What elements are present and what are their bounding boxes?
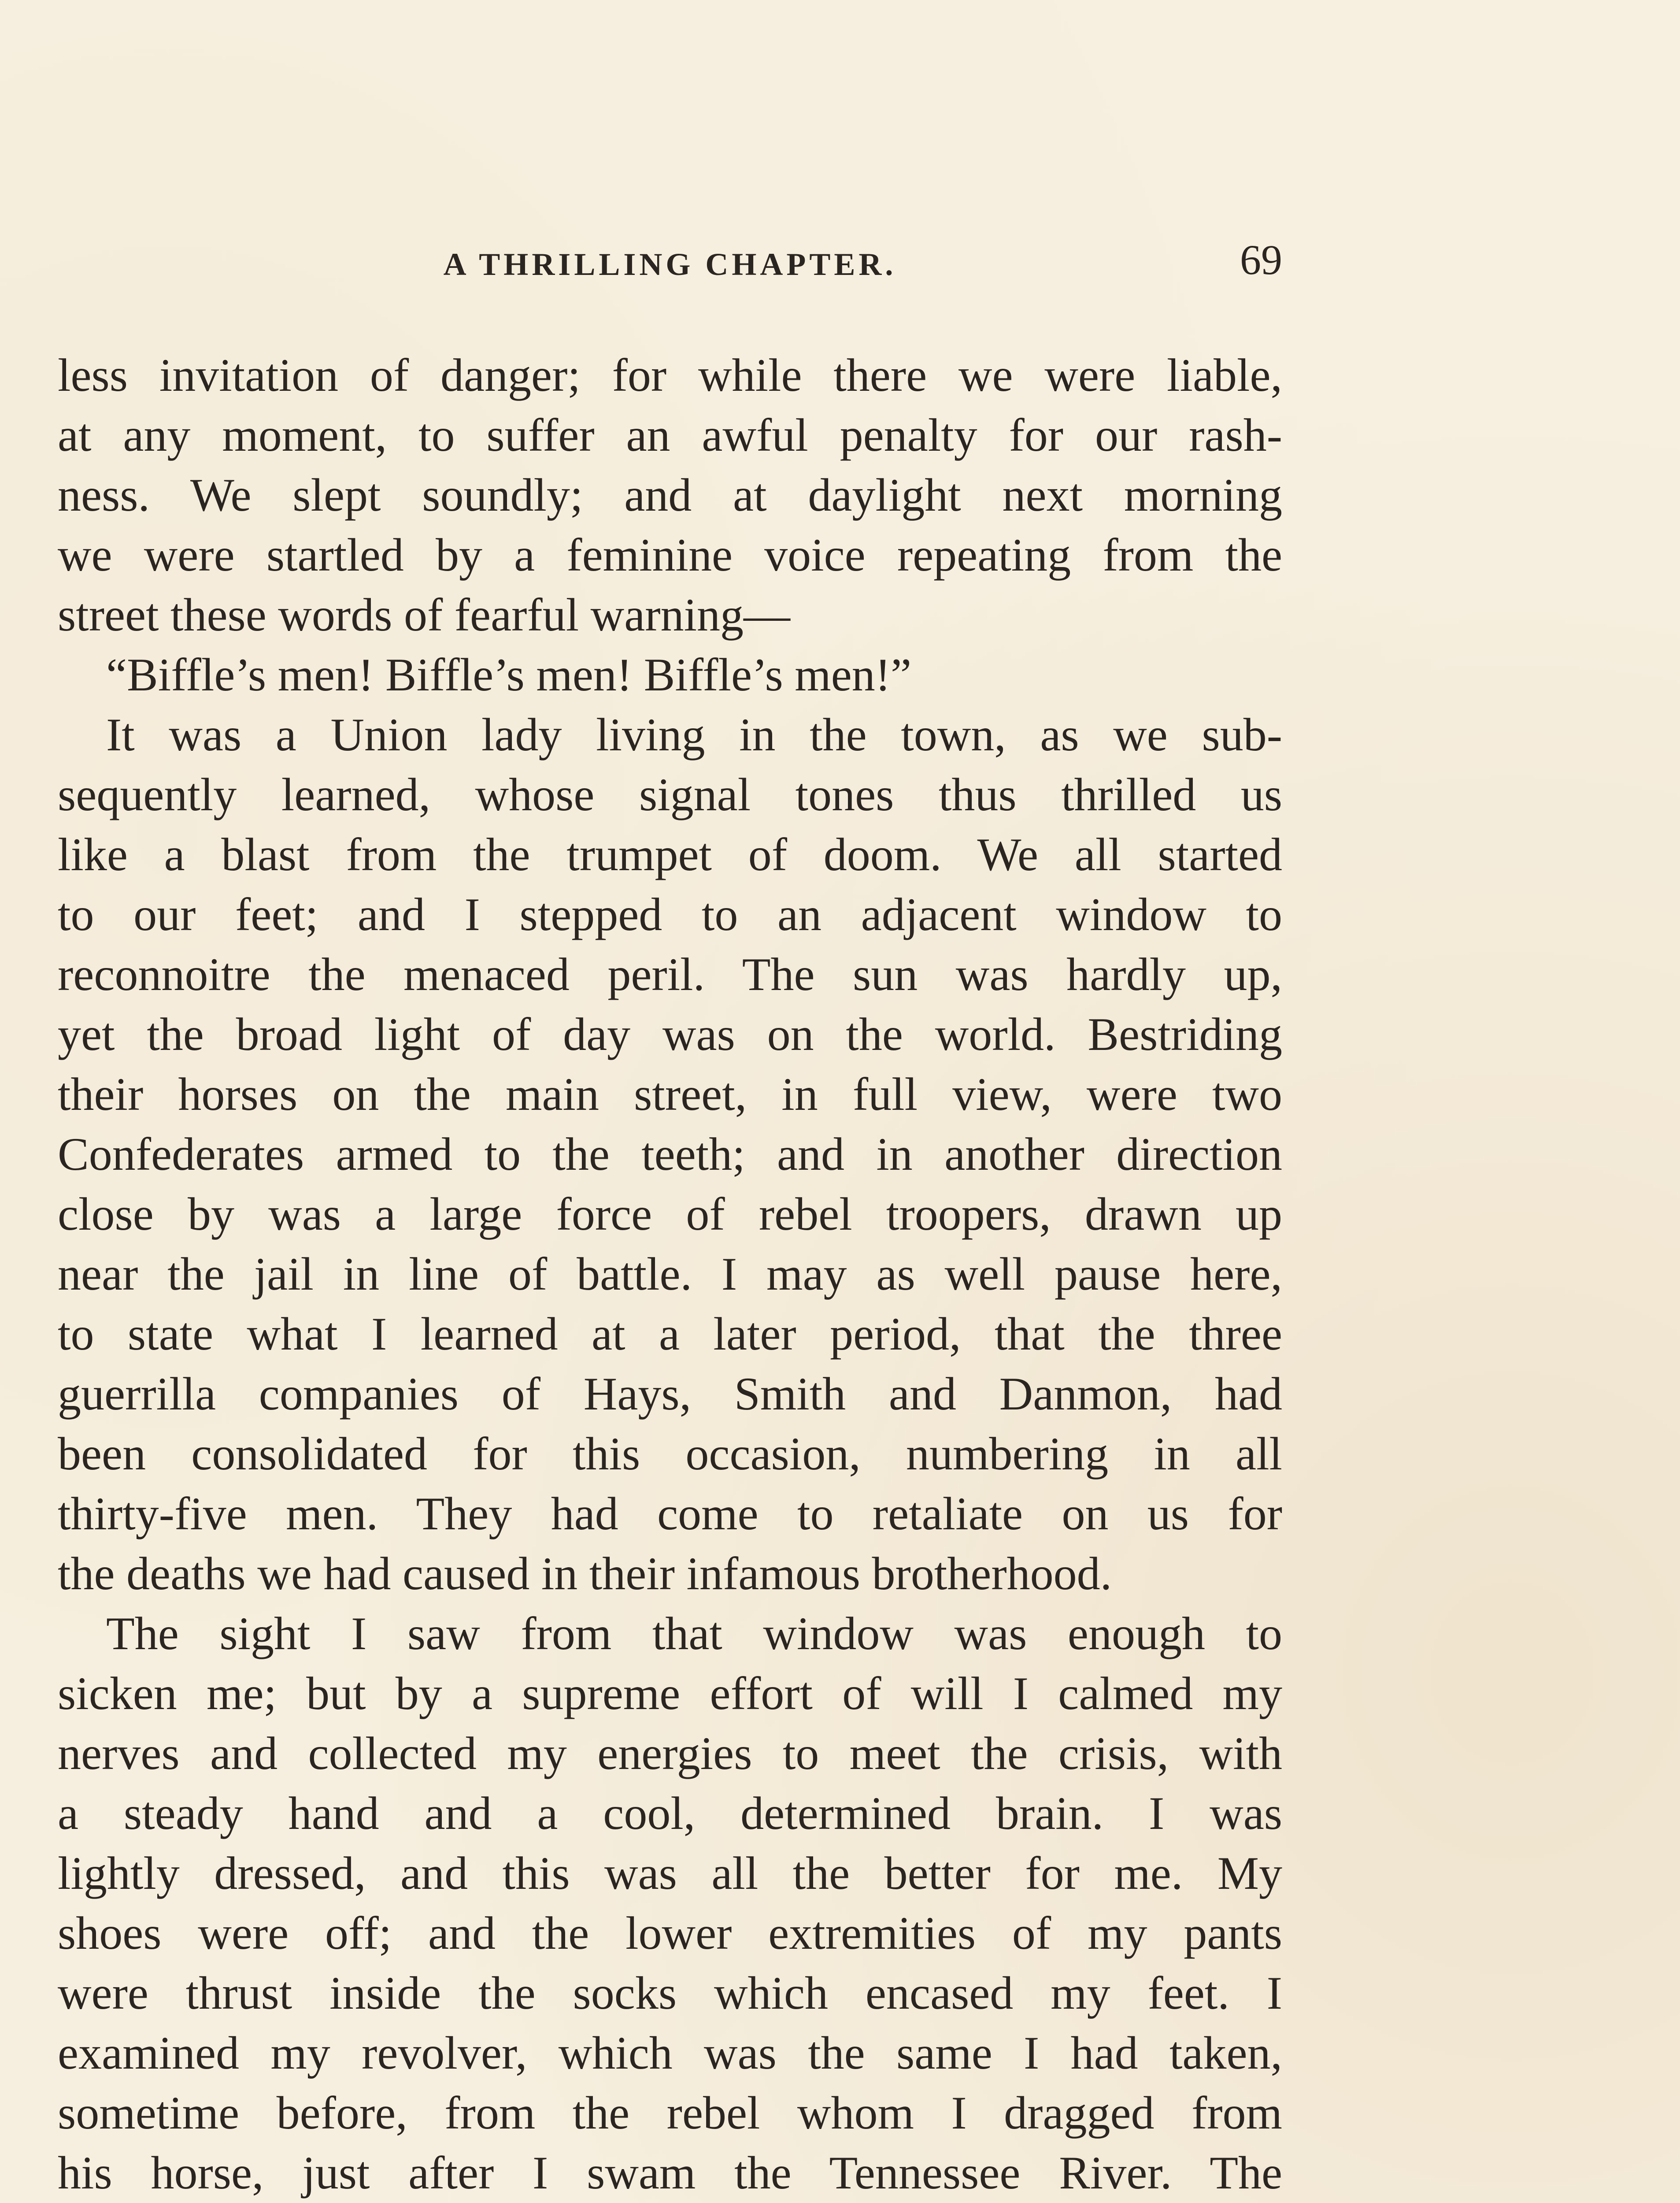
body-text: [58, 345, 1282, 2203]
text-line: Confederates armed to the teeth; and in another direction: [58, 1128, 1282, 1180]
text-line: The sight I saw from that window was enough to: [106, 1608, 1282, 1659]
text-line: guerrilla companies of Hays, Smith and Danmon, had: [58, 1368, 1282, 1420]
text-line: we were startled by a feminine voice repeating from the: [58, 529, 1282, 581]
text-line: yet the broad light of day was on the world. Bestriding: [58, 1009, 1282, 1060]
running-head: A THRILLING CHAPTER.: [443, 247, 897, 282]
text-line: less invitation of danger; for while there we were liable,: [58, 349, 1282, 401]
text-line: shoes were off; and the lower extremities of my pants: [58, 1907, 1282, 1959]
text-line: lightly dressed, and this was all the better for me. My: [58, 1847, 1282, 1899]
text-line: to our feet; and I stepped to an adjacent window to: [58, 889, 1282, 940]
text-line: street these words of fearful warning—: [58, 589, 791, 641]
text-line: sicken me; but by a supreme effort of will I calmed my: [58, 1668, 1282, 1719]
text-line: near the jail in line of battle. I may as well pause here,: [58, 1248, 1282, 1300]
text-line: nerves and collected my energies to meet the crisis, with: [58, 1728, 1282, 1779]
text-line: “Biffle’s men! Biffle’s men! Biffle’s men!”: [106, 649, 912, 701]
text-line: like a blast from the trumpet of doom. We all started: [58, 829, 1282, 880]
text-line: thirty-five men. They had come to retaliate on us for: [58, 1488, 1282, 1539]
text-line: to state what I learned at a later period, that the three: [58, 1308, 1282, 1360]
text-line: the deaths we had caused in their infamous brotherhood.: [58, 1548, 1112, 1599]
text-line: examined my revolver, which was the same I had taken,: [58, 2027, 1282, 2079]
text-line: at any moment, to suffer an awful penalty for our rash-: [58, 409, 1282, 461]
text-line: ness. We slept soundly; and at daylight next morning: [58, 469, 1282, 521]
text-line: It was a Union lady living in the town, as we sub-: [106, 709, 1282, 760]
text-line: his horse, just after I swam the Tennessee River. The: [58, 2147, 1282, 2199]
text-line: were thrust inside the socks which encased my feet. I: [58, 1967, 1282, 2019]
text-line: reconnoitre the menaced peril. The sun was hardly up,: [58, 949, 1282, 1000]
text-line: their horses on the main street, in full view, were two: [58, 1068, 1282, 1120]
text-line: sometime before, from the rebel whom I dragged from: [58, 2087, 1282, 2139]
text-line: close by was a large force of rebel troopers, drawn up: [58, 1188, 1282, 1240]
page-header: [58, 238, 1282, 291]
text-line: a steady hand and a cool, determined brain. I was: [58, 1788, 1282, 1839]
page-number: 69: [1240, 236, 1282, 283]
text-line: sequently learned, whose signal tones thus thrilled us: [58, 769, 1282, 820]
text-line: been consolidated for this occasion, numbering in all: [58, 1428, 1282, 1480]
